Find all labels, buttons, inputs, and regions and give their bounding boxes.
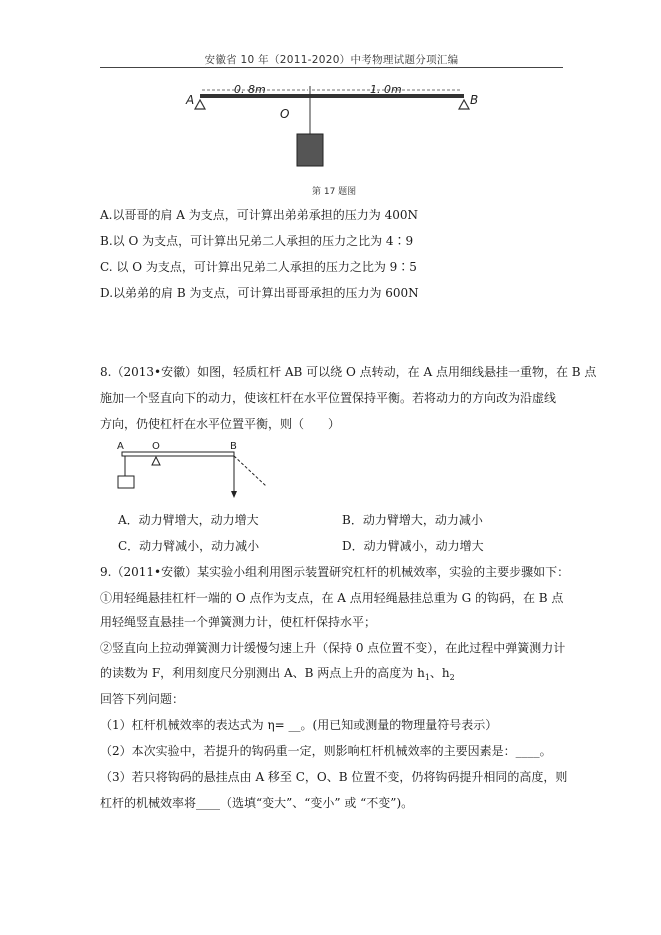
- figure-17-caption: 第 17 题图: [312, 187, 357, 197]
- label-b: B: [470, 93, 479, 107]
- q8-stem-line-2: 施加一个竖直向下的动力，使该杠杆在水平位置保持平衡。若将动力的方向改为沿虚线: [100, 391, 557, 405]
- q8-label-o: O: [152, 441, 160, 452]
- dim-left-label: 0. 8m: [234, 83, 266, 96]
- q7-option-b: B.以 O 为支点，可计算出兄弟二人承担的压力之比为 4∶9: [100, 234, 414, 248]
- support-b: [459, 100, 469, 109]
- q8-option-d: D．动力臂减小，动力增大: [342, 539, 484, 553]
- q8-label-a: A: [117, 441, 124, 452]
- label-o: O: [280, 107, 290, 121]
- q8-lever: [122, 452, 234, 456]
- heavy-object: [297, 134, 323, 166]
- support-a: [195, 100, 205, 109]
- q8-weight: [118, 476, 134, 488]
- q9-step-2-line-2: 的读数为 F，利用刻度尺分别测出 A、B 两点上升的高度为 $h_1$、$h_2$: [100, 666, 455, 682]
- q7-option-d: D.以弟弟的肩 B 为支点，可计算出哥哥承担的压力为 600N: [100, 286, 419, 300]
- q8-dashed-direction: [234, 456, 266, 486]
- q9-step-1-line-2: 用轻绳竖直悬挂一个弹簧测力计，使杠杆保持水平；: [100, 615, 377, 629]
- q8-label-b: B: [230, 441, 237, 452]
- q8-option-b: B．动力臂增大，动力减小: [342, 513, 483, 527]
- label-a: A: [186, 93, 195, 107]
- q9-step-1-line-1: ①用轻绳悬挂杠杆一端的 O 点作为支点，在 A 点用轻绳悬挂总重为 G 的钩码，在 B 点: [100, 591, 564, 605]
- q8-arrowhead: [231, 491, 237, 498]
- header-divider: [100, 67, 563, 68]
- q8-option-c: C．动力臂减小，动力减小: [118, 539, 260, 553]
- q8-lever-diagram: [112, 438, 272, 502]
- figure-17-diagram: [180, 78, 485, 200]
- page-header: 安徽省 10 年（2011-2020）中考物理试题分项汇编: [204, 54, 459, 66]
- q9-sub-question-2: （2）本次实验中，若提升的钩码重一定，则影响杠杆机械效率的主要因素是：____。: [100, 744, 552, 758]
- q9-sub-question-3-line-1: （3）若只将钩码的悬挂点由 A 移至 C，O、B 位置不变，仍将钩码提升相同的高度，则: [100, 770, 568, 784]
- q9-step-2-line-1: ②竖直向上拉动弹簧测力计缓慢匀速上升（保持 0 点位置不变），在此过程中弹簧测力计: [100, 641, 566, 655]
- q9-sub-question-3-line-2: 杠杆的机械效率将____（选填“变大”、“变小” 或 “不变”)。: [100, 796, 414, 810]
- q7-option-a: A.以哥哥的肩 A 为支点，可计算出弟弟承担的压力为 400N: [100, 208, 418, 222]
- q8-stem-line-3: 方向，仍使杠杆在水平位置平衡，则（ ）: [100, 417, 341, 431]
- dim-right-label: 1. 0m: [370, 83, 402, 96]
- q9-sub-question-1: （1）杠杆机械效率的表达式为 η= __。(用已知或测量的物理量符号表示）: [100, 718, 498, 732]
- q8-fulcrum: [152, 457, 160, 465]
- q9-stem: 9.（2011•安徽）某实验小组利用图示装置研究杠杆的机械效率，实验的主要步骤如下：: [100, 565, 570, 579]
- q9-answer-prompt: 回答下列问题：: [100, 692, 185, 706]
- q7-option-c: C. 以 O 为支点，可计算出兄弟二人承担的压力之比为 9∶5: [100, 260, 417, 274]
- q8-option-a: A．动力臂增大，动力增大: [118, 513, 259, 527]
- q8-stem-line-1: 8.（2013•安徽）如图，轻质杠杆 AB 可以绕 O 点转动，在 A 点用细线悬挂一重物，在 B 点: [100, 365, 597, 379]
